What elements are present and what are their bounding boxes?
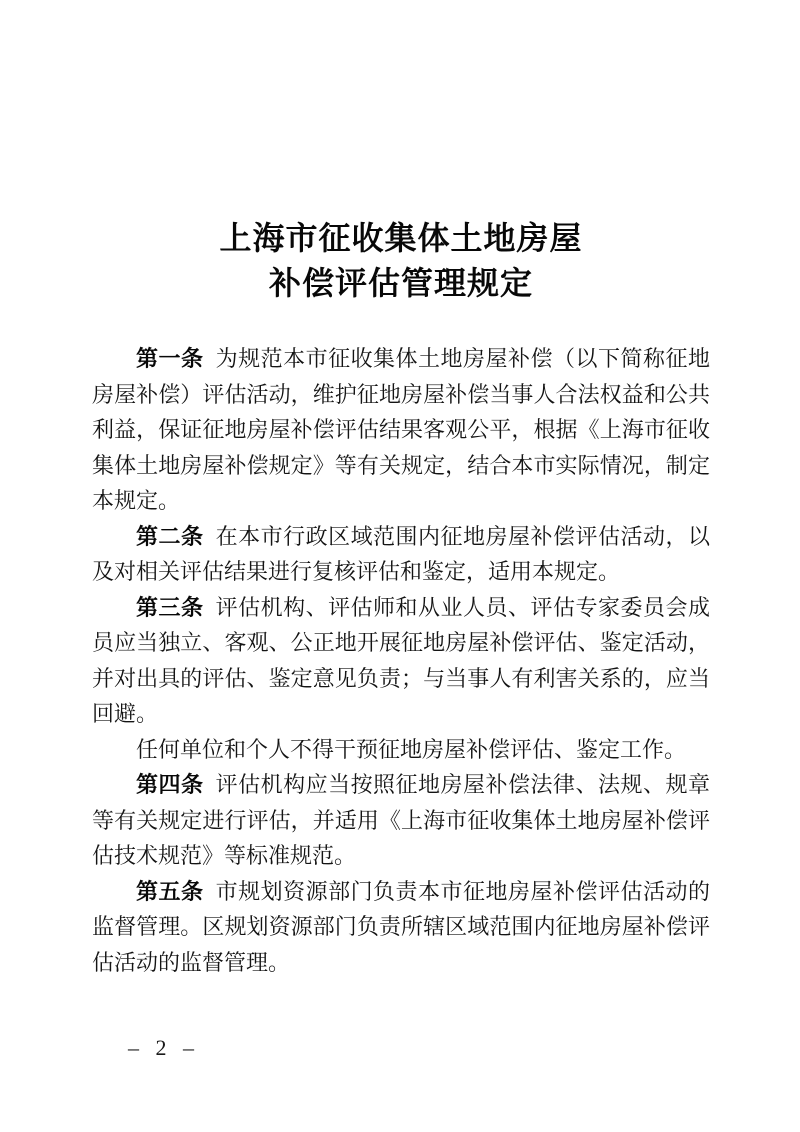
paragraph-article-4 bbox=[92, 767, 710, 874]
article-3-number: 第三条 bbox=[136, 594, 204, 620]
article-2-number: 第二条 bbox=[136, 523, 204, 549]
article-5-number: 第五条 bbox=[136, 878, 204, 904]
article-4-number: 第四条 bbox=[136, 772, 204, 797]
page-number: – 2 – bbox=[128, 1035, 196, 1060]
article-3-text: 评估机构、评估师和从业人员、评估专家委员会成员应当独立、客观、公正地开展征地房屋补偿评估、鉴定活动，并对出具的评估、鉴定意见负责；与当事人有利害关系的，应当回避。 bbox=[92, 594, 710, 726]
paragraph-article-3 bbox=[92, 590, 710, 732]
paragraph-article-1 bbox=[92, 341, 710, 519]
article-1-text: 为规范本市征收集体土地房屋补偿（以下简称征地房屋补偿）评估活动，维护征地房屋补偿当事人合法权益和公共利益，保证征地房屋补偿评估结果客观公平，根据《上海市征收集体土地房屋补偿规定》等有关规定，结合本市实际情况，制定本规定。 bbox=[92, 346, 710, 513]
article-4-text: 评估机构应当按照征地房屋补偿法律、法规、规章等有关规定进行评估，并适用《上海市征收集体土地房屋补偿评估技术规范》等标准规范。 bbox=[92, 772, 710, 868]
article-1-number: 第一条 bbox=[136, 346, 204, 371]
paragraph-article-2 bbox=[92, 519, 710, 590]
title-line-1: 上海市征收集体土地房屋 bbox=[219, 220, 583, 256]
article-2-text: 在本市行政区域范围内征地房屋补偿评估活动，以及对相关评估结果进行复核评估和鉴定，适用本规定。 bbox=[92, 523, 710, 584]
article-3b-text: 任何单位和个人不得干预征地房屋补偿评估、鉴定工作。 bbox=[136, 736, 687, 762]
document-body bbox=[92, 341, 710, 980]
article-5-text: 市规划资源部门负责本市征地房屋补偿评估活动的监督管理。区规划资源部门负责所辖区域范围内征地房屋补偿评估活动的监督管理。 bbox=[92, 878, 710, 975]
paragraph-article-5 bbox=[92, 874, 710, 981]
title-line-2: 补偿评估管理规定 bbox=[268, 265, 533, 301]
document-title bbox=[92, 216, 710, 306]
paragraph-article-3-continuation bbox=[92, 732, 710, 768]
